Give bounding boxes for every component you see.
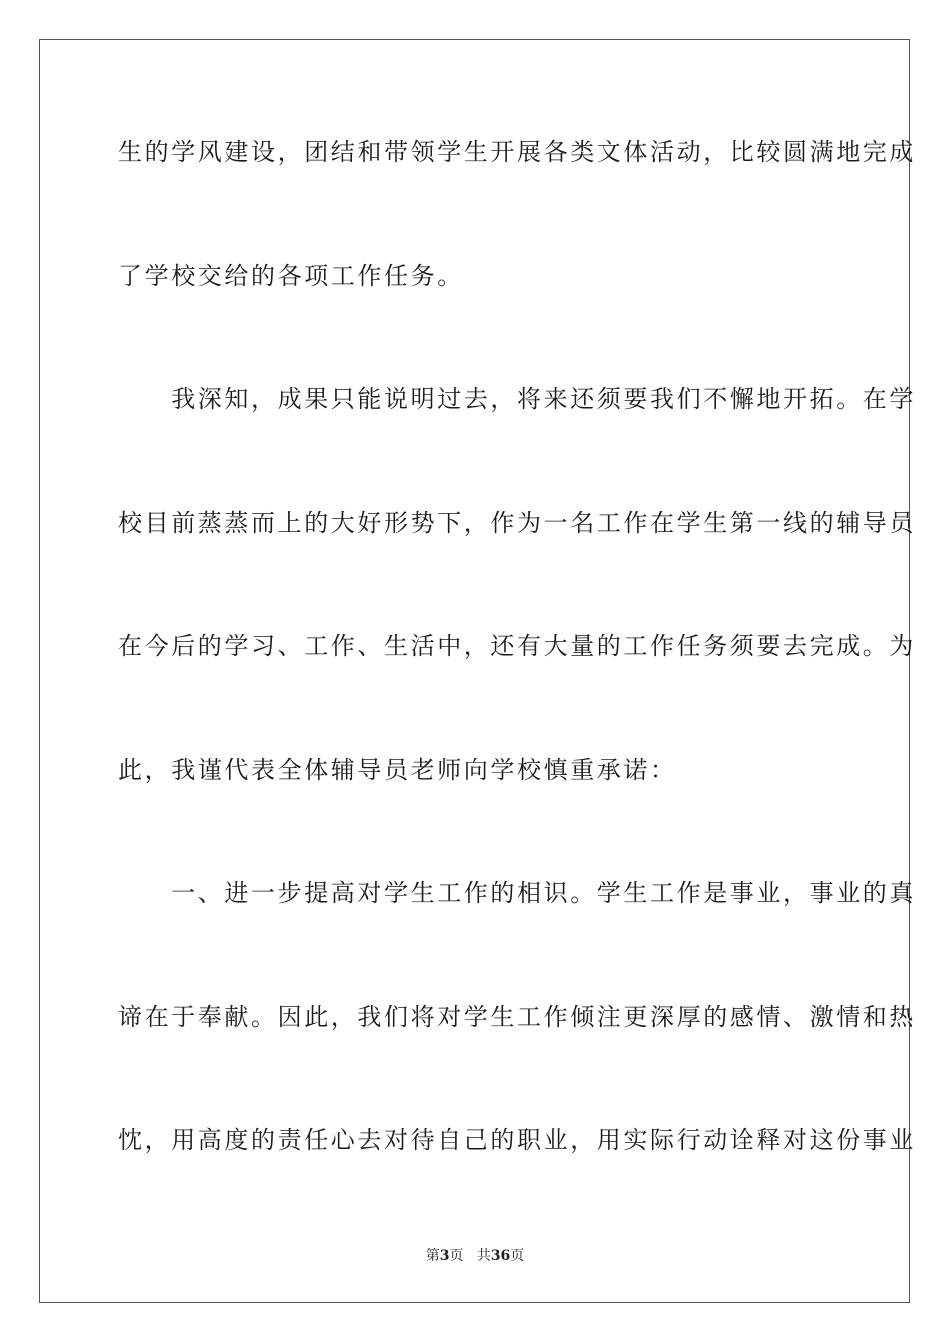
text-line-2: 了学校交给的各项工作任务。: [118, 262, 464, 290]
total-prefix: 共: [476, 1248, 491, 1264]
page-suffix: 页: [449, 1248, 464, 1264]
text-line-1: 生的学风建设，团结和带领学生开展各类文体活动，比较圆满地完成: [118, 138, 916, 166]
text-line-9: 忱，用高度的责任心去对待自己的职业，用实际行动诠释对这份事业: [118, 1126, 916, 1154]
text-line-5: 在今后的学习、工作、生活中，还有大量的工作任务须要去完成。为: [118, 632, 916, 660]
text-line-6: 此，我谨代表全体辅导员老师向学校慎重承诺：: [118, 756, 677, 784]
page-prefix: 第: [425, 1248, 440, 1264]
page-footer: [0, 1247, 950, 1265]
text-line-7: 一、进一步提高对学生工作的相识。学生工作是事业，事业的真: [118, 879, 916, 907]
page-border: [39, 39, 916, 1303]
text-line-8: 谛在于奉献。因此，我们将对学生工作倾注更深厚的感情、激情和热: [118, 1003, 916, 1031]
text-line-3: 我深知，成果只能说明过去，将来还须要我们不懈地开拓。在学: [118, 385, 916, 413]
total-suffix: 页: [510, 1248, 525, 1264]
page-current: 3: [439, 1248, 450, 1264]
page-total: 36: [490, 1248, 511, 1264]
text-line-4: 校目前蒸蒸而上的大好形势下，作为一名工作在学生第一线的辅导员: [118, 509, 916, 537]
